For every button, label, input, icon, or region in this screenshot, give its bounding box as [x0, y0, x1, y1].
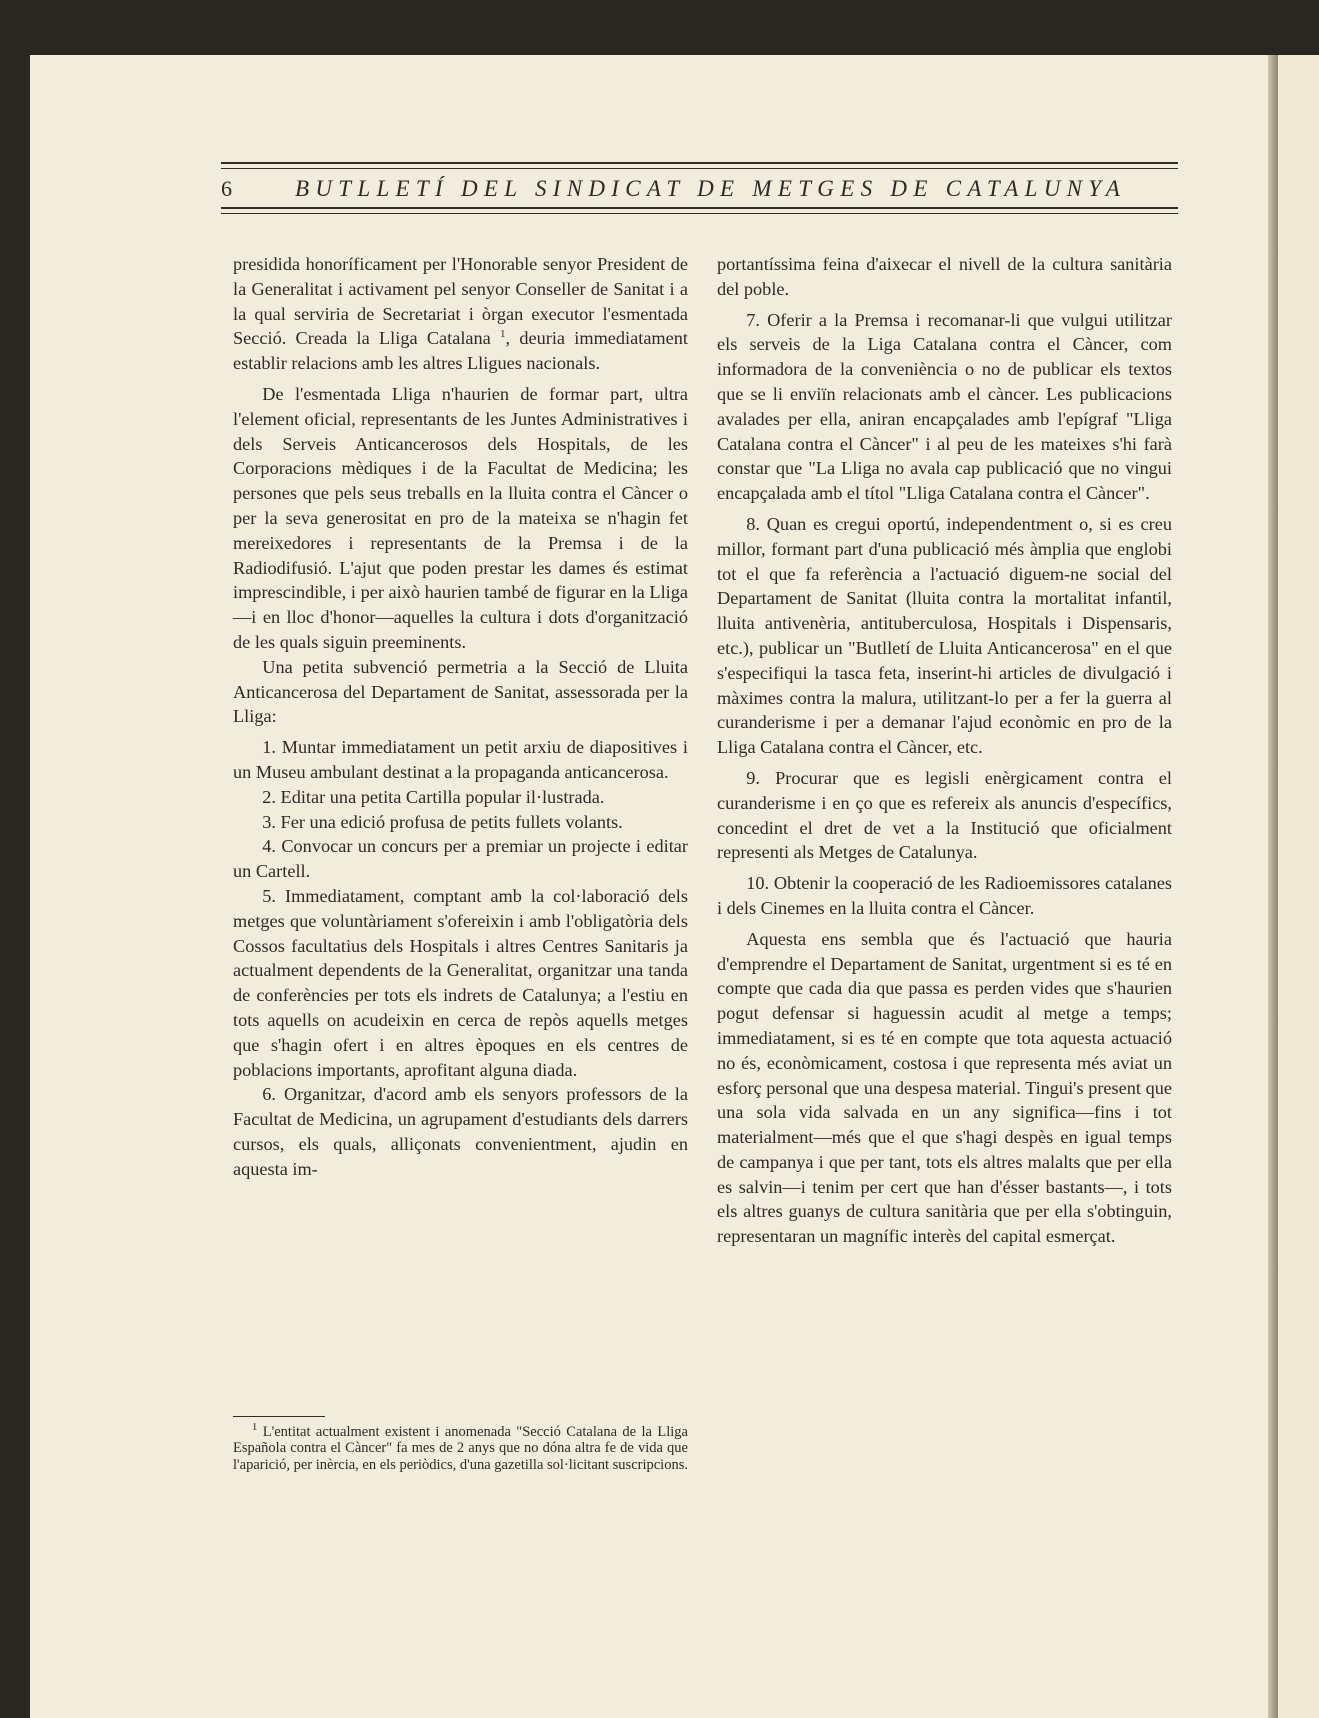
paragraph: Una petita subvenció permetria a la Secció de Lluita Anticancerosa del Departament de Sanitat, assessorada per la Lliga: — [233, 656, 688, 727]
left-column — [233, 252, 688, 1181]
footnote-text: L'entitat actualment existent i anomenada "Secció Catalana de la Lliga Española contra el Càncer" fa mes de 2 anys que no dóna altra fe de vida que l'aparició, per inèrcia, en els periòdics, d'una gazetilla sol·licitant suscripcions. — [233, 1424, 688, 1473]
list-item: 4. Convocar un concurs per a premiar un projecte i editar un Cartell. — [233, 836, 688, 882]
list-item: 3. Fer una edició profusa de petits fullets volants. — [262, 811, 623, 832]
paragraph: portantíssima feina d'aixecar el nivell de la cultura sanitària del poble. — [717, 254, 1172, 299]
header-rule-top — [221, 162, 1178, 164]
right-column — [717, 252, 1172, 1249]
footnote-rule — [233, 1416, 325, 1417]
paragraph: Aquesta ens sembla que és l'actuació que hauria d'emprendre el Departament de Sanitat, urgentment si es té en compte que cada dia que passa es perden vides que s'haurien pogut defensar si haguessin acudit al metge a temps; immediatament, si es té en compte que tota aquesta actuació no és, econòmicament, costosa i que representa més aviat un esforç personal que una despesa material. Tingui's present que una sola vida salvada en un any significa—fins i tot materialment—més que el que s'hagi despès en igual temps de campanya i que per tant, tots els altres malalts que per ella es salvin—i tenim per cert que han d'ésser bastants—, i tots els altres guanys de cultura sanitària que per ella s'obtinguin, representaran un magnífic interès del capital esmerçat. — [717, 928, 1172, 1247]
paragraph: presidida honoríficament per l'Honorable senyor President de la Generalitat i activament pel senyor Conseller de Sanitat i a la qual serviria de Secretariat i òrgan executor l'esmentada Secció. Creada la Lliga Catalana $^1$, deuria immediatament establir relacions amb les altres Lligues nacionals. — [233, 254, 688, 374]
list-item: 5. Immediatament, comptant amb la col·laboració dels metges que voluntàriament s'ofereixin i amb l'obligatòria dels Cossos facultatius dels Hospitals i altres Centres Sanitaris ja actualment dependents de la Generalitat, organitzar una tanda de conferències per tots els indrets de Catalunya; a l'estiu en tots aquells on acudeixin en cerca de repòs aquells metges que s'hagin ofert i en altres èpoques en els centres de poblacions importants, aprofitant alguna diada. — [233, 885, 688, 1080]
list-item: 2. Editar una petita Cartilla popular il·lustrada. — [262, 786, 605, 807]
header-rule-top-thin — [221, 168, 1178, 169]
list-item: 9. Procurar que es legisli enèrgicament contra el curanderisme i en ço que es refereix als anuncis d'específics, concedint el dret de vet a la Institució que oficialment representi als Metges de Catalunya. — [717, 767, 1172, 863]
paragraph: De l'esmentada Lliga n'haurien de formar part, ultra l'element oficial, representants de les Juntes Administratives i dels Serveis Anticancerosos dels Hospitals, de les Corporacions mèdiques i de la Facultat de Medicina; les persones que pels seus treballs en la lluita contra el Càncer o per la seva generositat en pro de la mateixa se n'hagin fet mereixedores i representants de la Premsa i de la Radiodifusió. L'ajut que poden prestar les dames és estimat imprescindible, i per això haurien també de figurar en la Lliga—i en lloc d'honor—aquelles la cultura i dots d'organització de les quals siguin preeminents. — [233, 383, 688, 652]
page-number: 6 — [221, 176, 232, 201]
header-rule-bottom — [221, 207, 1178, 209]
footnote — [233, 1421, 688, 1473]
footnote-marker: 1 — [251, 1421, 258, 1434]
running-header — [221, 176, 1178, 204]
journal-title: BUTLLETÍ DEL SINDICAT DE METGES DE CATALUNYA — [295, 176, 1127, 201]
list-item: 8. Quan es cregui oportú, independentment o, si es creu millor, formant part d'una publicació més àmplia que englobi tot el que fa referència a l'actuació diguem-ne social del Departament de Sanitat (lluita contra la mortalitat infantil, lluita antivenèria, antituberculosa, Hospitals i Dispensaris, etc.), publicar un "Butlletí de Lluita Anticancerosa" en el que s'especifiqui la tasca feta, inserint-hi articles de divulgació i màximes contra la malura, utilitzant-lo per a fer la guerra al curanderisme i per a demanar l'ajud econòmic en pro de la Lliga Catalana contra el Càncer, etc. — [717, 513, 1172, 758]
list-item: 1. Muntar immediatament un petit arxiu de diapositives i un Museu ambulant destinat a la propaganda anticancerosa. — [233, 737, 688, 782]
footnote-reference: 1 — [500, 328, 506, 341]
list-item: 10. Obtenir la cooperació de les Radioemissores catalanes i dels Cinemes en la lluita contra el Càncer. — [717, 873, 1172, 918]
list-item: 7. Oferir a la Premsa i recomanar-li que vulgui utilitzar els serveis de la Liga Catalana contra el Càncer, com informadora de la conveniència o no de publicar els textos que se li enviïn relacionats amb el càncer. Les publicacions avalades per ella, aniran encapçalades amb l'epígraf "Lliga Catalana contra el Càncer" i al peu de les mateixes s'hi farà constar que "La Lliga no avala cap publicació que no vingui encapçalada amb el títol "Lliga Catalana contra el Càncer". — [717, 309, 1172, 504]
header-rule-bottom-thin — [221, 213, 1178, 214]
list-item: 6. Organitzar, d'acord amb els senyors professors de la Facultat de Medicina, un agrupament d'estudiants dels darrers cursos, els quals, alliçonats convenientment, ajudin en aquesta im- — [233, 1084, 688, 1179]
